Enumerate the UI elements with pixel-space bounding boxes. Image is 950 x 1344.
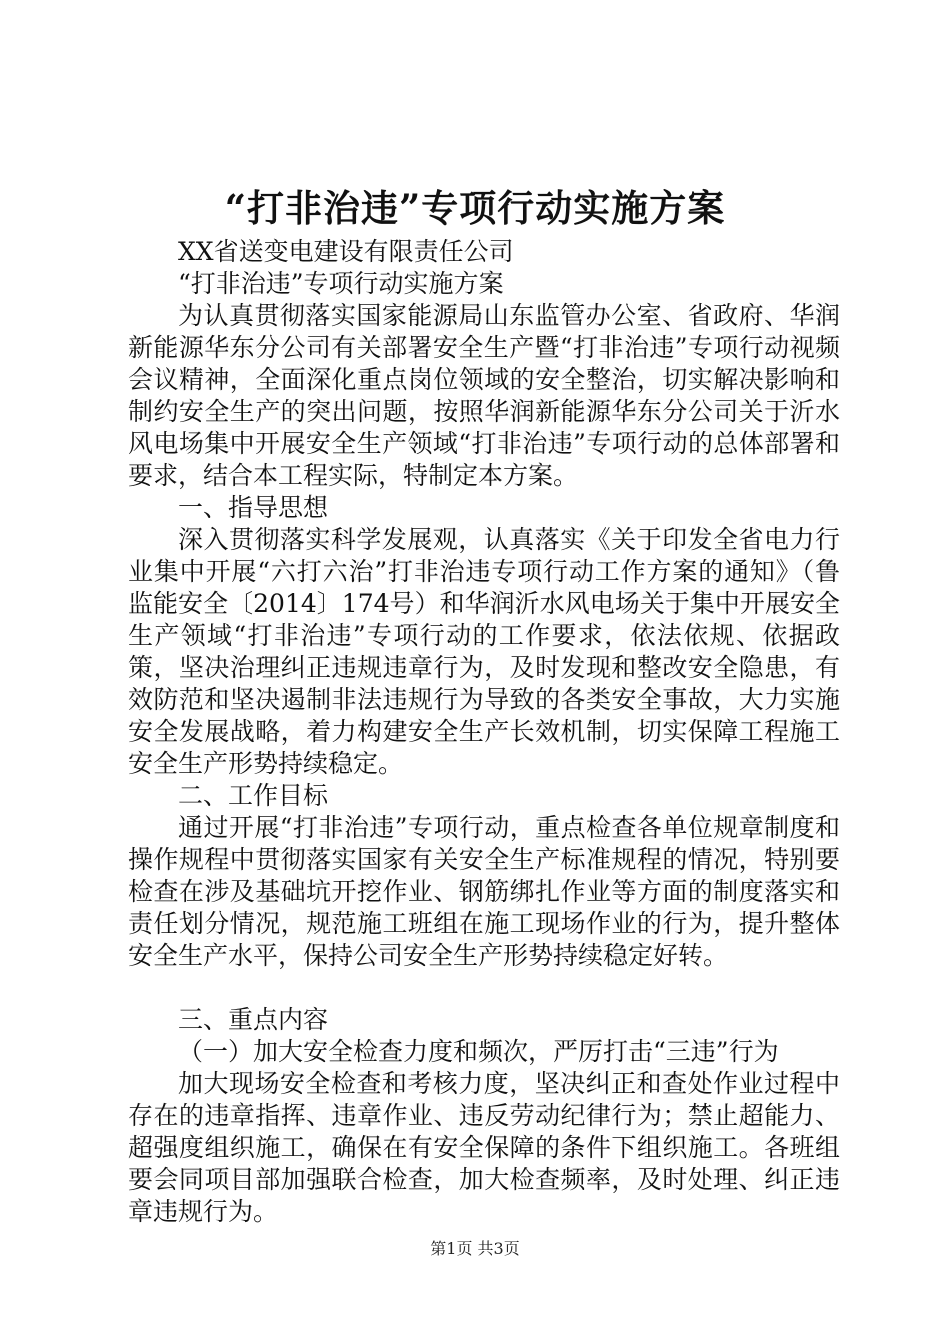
- section-heading-guiding-ideology: 一、指导思想: [178, 493, 329, 522]
- page-footer: 第1页 共3页: [430, 1239, 520, 1258]
- intro-paragraph: 为认真贯彻落实国家能源局山东监管办公室、省政府、华润新能源华东分公司有关部署安全生产暨“打非治违”专项行动视频会议精神，全面深化重点岗位领域的安全整治，切实解决影响和制约安全生产的突出问题，按照华润新能源华东分公司关于沂水风电场集中开展安全生产领域“打非治违”专项行动的总体部署和要求，结合本工程实际，特制定本方案。: [128, 301, 840, 490]
- guiding-ideology-paragraph: 深入贯彻落实科学发展观，认真落实《关于印发全省电力行业集中开展“六打六治”打非治违专项行动工作方案的通知》（鲁监能安全〔2014〕174号）和华润沂水风电场关于集中开展安全生产领域“打非治违”专项行动的工作要求，依法依规、依据政策，坚决治理纠正违规违章行为，及时发现和整改安全隐患，有效防范和坚决遏制非法违规行为导致的各类安全事故，大力实施安全发展战略，着力构建安全生产长效机制，切实保障工程施工安全生产形势持续稳定。: [128, 525, 840, 778]
- section-heading-work-goals: 二、工作目标: [178, 781, 329, 810]
- section-heading-key-content: 三、重点内容: [178, 1005, 329, 1034]
- document-body: [128, 236, 840, 1228]
- subsection-heading-inspection: （一）加大安全检查力度和频次，严厉打击“三违”行为: [178, 1037, 779, 1066]
- inspection-paragraph: 加大现场安全检查和考核力度，坚决纠正和查处作业过程中存在的违章指挥、违章作业、违反劳动纪律行为；禁止超能力、超强度组织施工，确保在有安全保障的条件下组织施工。各班组要会同项目部加强联合检查，加大检查频率，及时处理、纠正违章违规行为。: [128, 1069, 840, 1226]
- work-goals-paragraph: 通过开展“打非治违”专项行动，重点检查各单位规章制度和操作规程中贯彻落实国家有关安全生产标准规程的情况，特别要检查在涉及基础坑开挖作业、钢筋绑扎作业等方面的制度落实和责任划分情况，规范施工班组在施工现场作业的行为，提升整体安全生产水平，保持公司安全生产形势持续稳定好转。: [128, 813, 840, 970]
- document-title: “打非治违”专项行动实施方案: [224, 186, 726, 230]
- company-name: XX省送变电建设有限责任公司: [178, 237, 514, 266]
- plan-subtitle: “打非治违”专项行动实施方案: [178, 269, 504, 298]
